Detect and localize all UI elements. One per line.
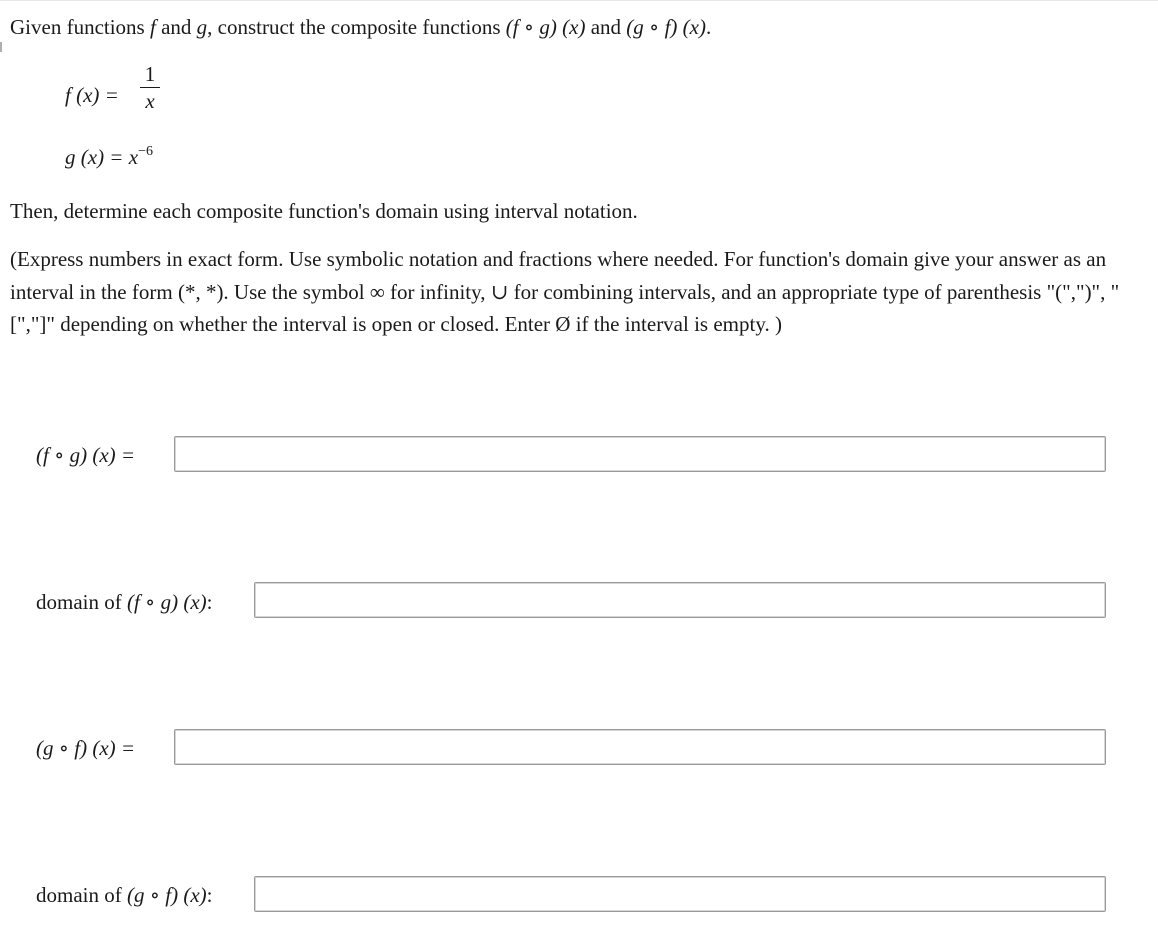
fog-input[interactable] (174, 436, 1106, 472)
f-definition-fraction (140, 63, 160, 112)
domain-gof-input[interactable] (254, 876, 1106, 912)
g-exponent: −6 (138, 144, 153, 159)
fog-expression: (f ∘ g) (x) (505, 15, 586, 39)
left-margin-mark (0, 42, 2, 52)
g-definition: g $(x) = x^{-6}$ (65, 144, 153, 169)
answer-label-domain-gof: domain of (g ∘ f) (x): (36, 883, 213, 907)
domain-fog-input[interactable] (254, 582, 1106, 618)
top-divider (0, 0, 1158, 1)
gof-input[interactable] (174, 729, 1106, 765)
fraction-numerator: 1 (144, 62, 156, 86)
f-definition-lhs: f (x) = (65, 83, 119, 107)
gof-expression: (g ∘ f) (x) (626, 15, 706, 39)
instruction-text: Then, determine each composite function's domain using interval notation. (10, 199, 638, 223)
fraction-denominator: x (145, 89, 155, 113)
answer-label-fog: (f ∘ g) (x) = (36, 443, 136, 467)
question-intro: Given functions f and g, construct the composite functions (f ∘ g) (x) and (g ∘ f) (x). (10, 15, 712, 39)
fraction-bar (140, 87, 160, 88)
format-note: (Express numbers in exact form. Use symbolic notation and fractions where needed. For function's domain give your answer as an interval in the form (*, *). Use the symbol ∞ for infinity, ∪ for combining intervals, and an appropriate type of parenthesis "(",")", "[","]" depending on whether the interval is open or closed. Enter Ø if the interval is empty. ) (10, 247, 1120, 336)
answer-label-domain-fog: domain of (f ∘ g) (x): (36, 590, 213, 614)
answer-label-gof: (g ∘ f) (x) = (36, 736, 136, 760)
